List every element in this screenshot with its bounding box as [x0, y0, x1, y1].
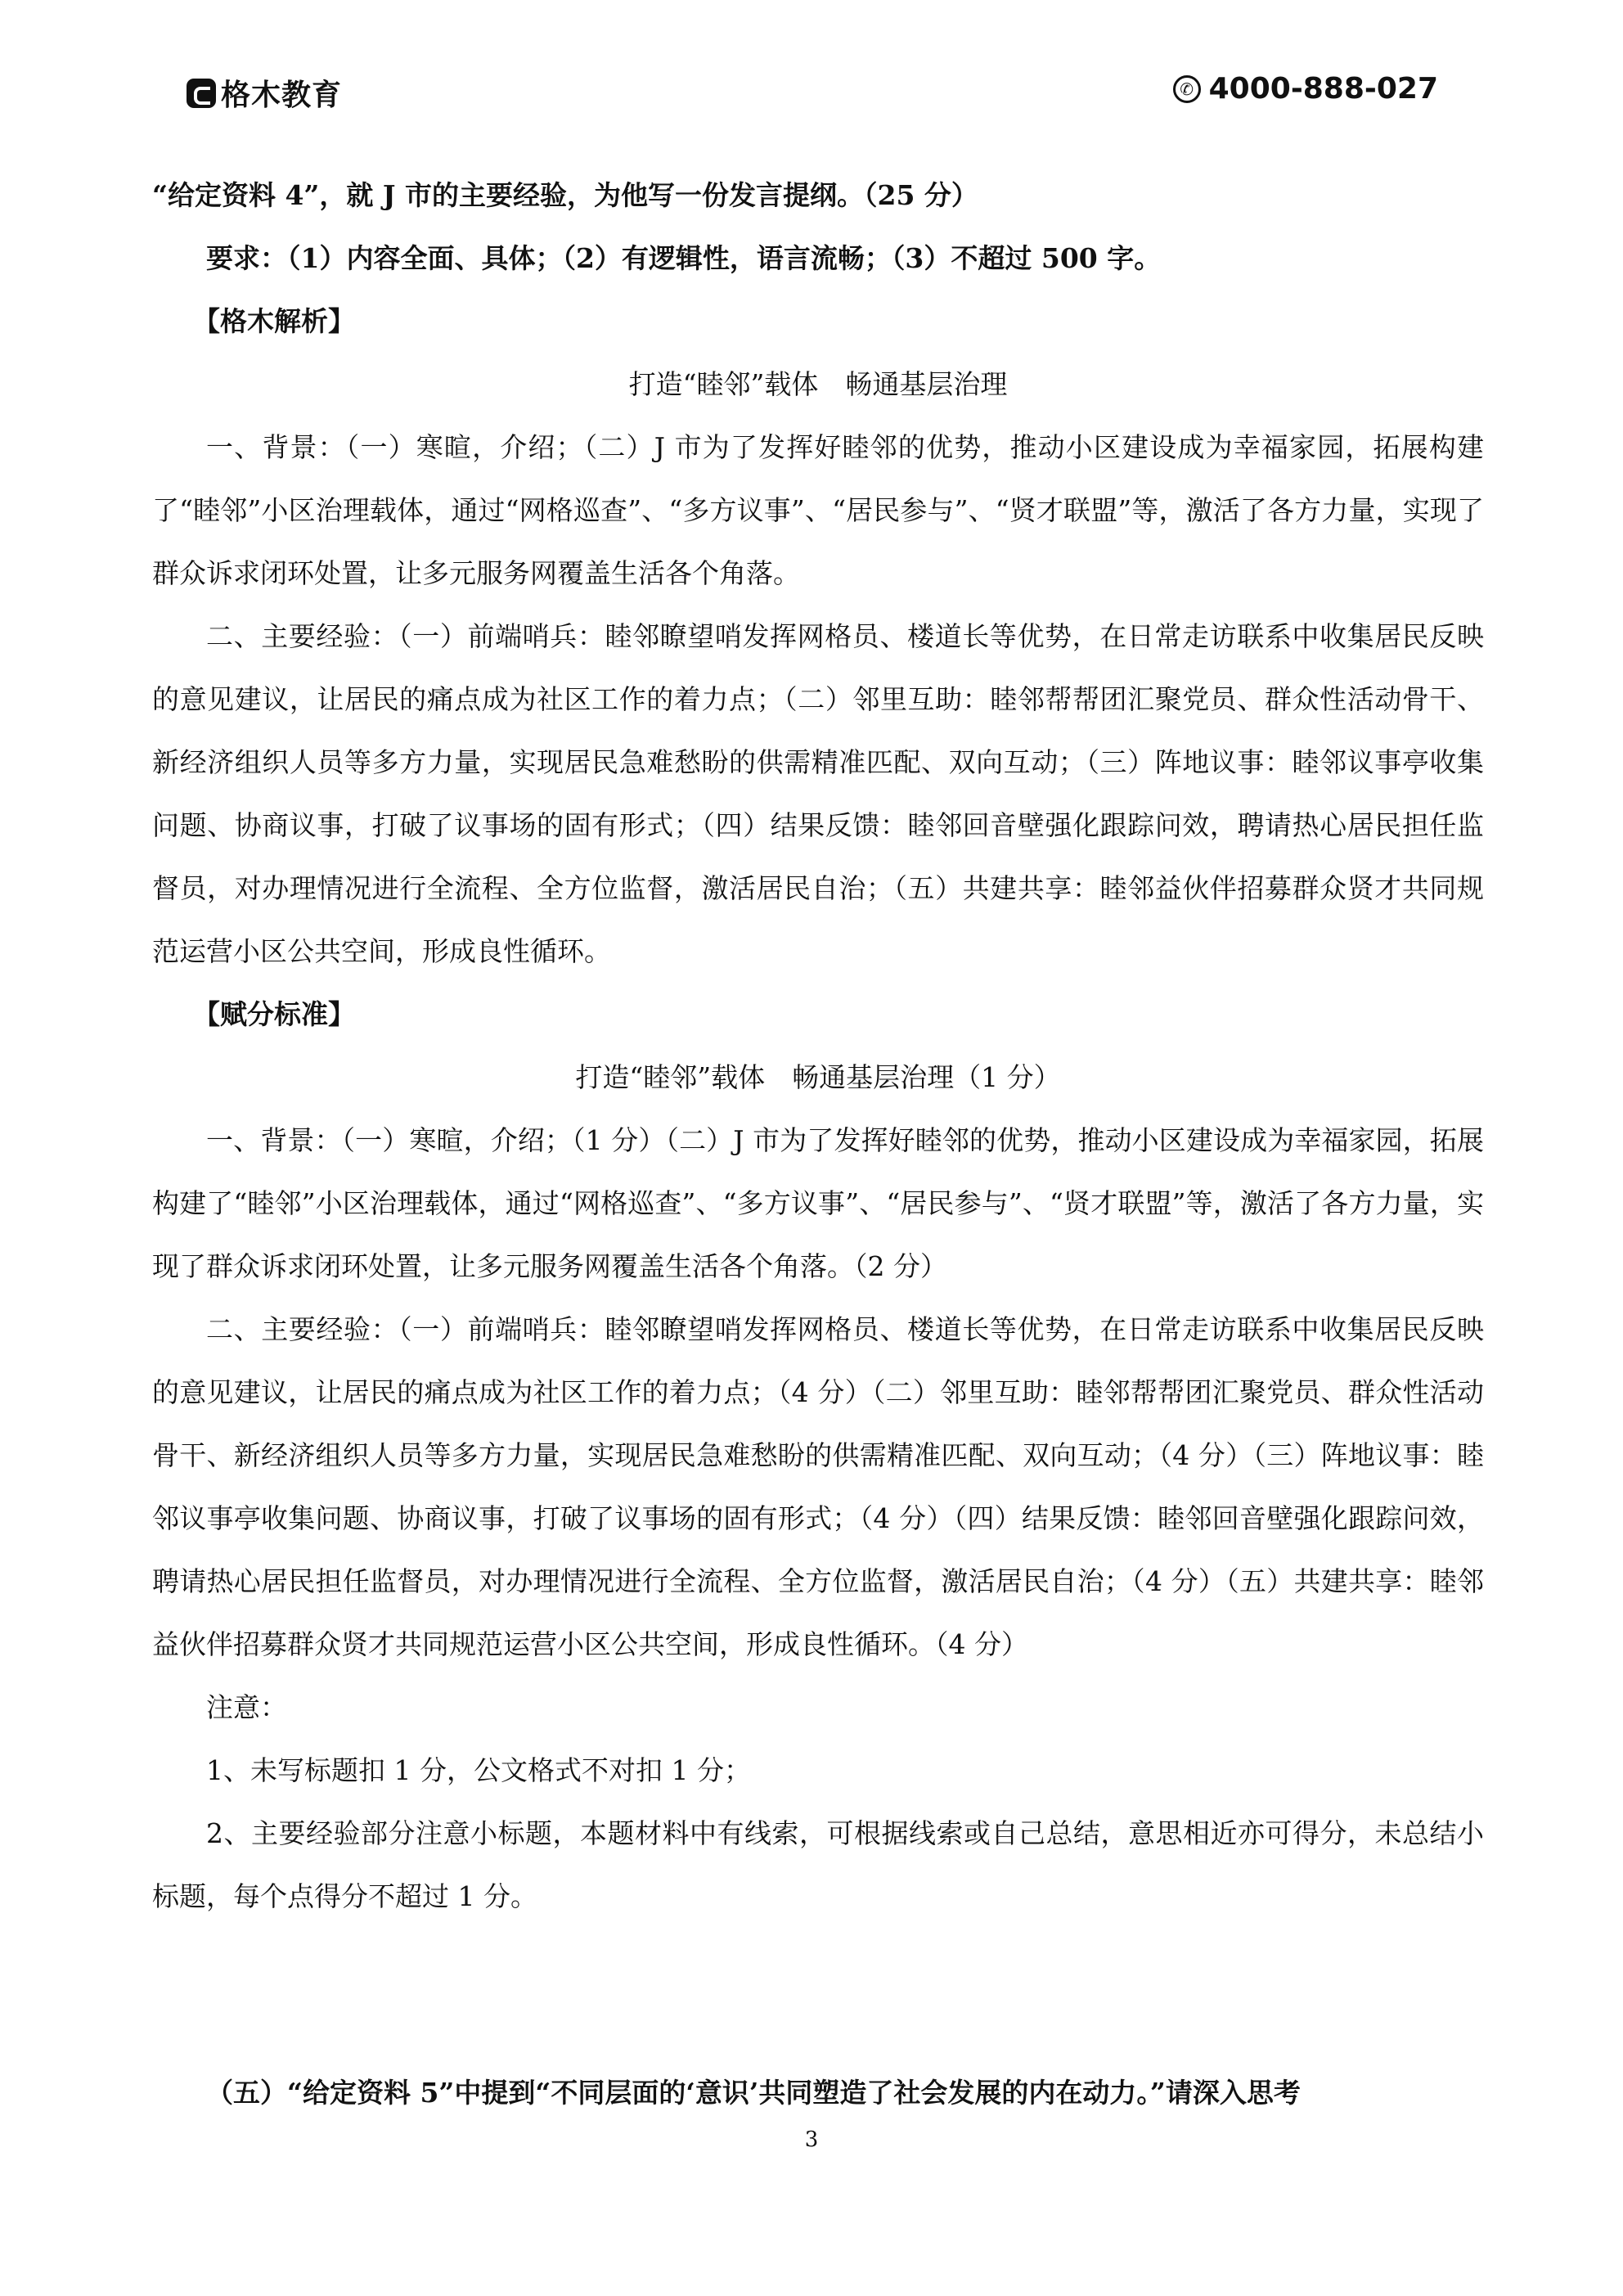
- note-label: 注意：: [206, 1691, 287, 1723]
- brand-logo: [187, 72, 342, 114]
- hotline: [1173, 72, 1438, 106]
- analysis-experience: 二、主要经验：（一）前端哨兵：睦邻瞭望哨发挥网格员、楼道长等优势，在日常走访联系中收集居民反映的意见建议，让居民的痛点成为社区工作的着力点；（二）邻里互助：睦邻帮帮团汇聚党员、群众性活动骨干、新经济组织人员等多方力量，实现居民急难愁盼的供需精准匹配、双向互动；（三）阵地议事：睦邻议事亭收集问题、协商议事，打破了议事场的固有形式；（四）结果反馈：睦邻回音壁强化跟踪问效，聘请热心居民担任监督员，对办理情况进行全流程、全方位监督，激活居民自治；（五）共建共享：睦邻益伙伴招募群众贤才共同规范运营小区公共空间，形成良性循环。: [152, 620, 1484, 967]
- note-item-2: 2、主要经验部分注意小标题，本题材料中有线索，可根据线索或自己总结，意思相近亦可得分，未总结小标题，每个点得分不超过 1 分。: [152, 1817, 1484, 1912]
- e-logo-icon: [187, 79, 216, 108]
- analysis-heading: 【格木解析】: [193, 305, 355, 337]
- document-body: [152, 164, 1484, 1928]
- scoring-experience: 二、主要经验：（一）前端哨兵：睦邻瞭望哨发挥网格员、楼道长等优势，在日常走访联系中收集居民反映的意见建议，让居民的痛点成为社区工作的着力点；（4 分）（二）邻里互助：睦邻帮帮团汇聚党员、群众性活动骨干、新经济组织人员等多方力量，实现居民急难愁盼的供需精准匹配、双向互动；（4 分）（三）阵地议事：睦邻议事亭收集问题、协商议事，打破了议事场的固有形式；（4 分）（四）结果反馈：睦邻回音壁强化跟踪问效，聘请热心居民担任监督员，对办理情况进行全流程、全方位监督，激活居民自治；（4 分）（五）共建共享：睦邻益伙伴招募群众贤才共同规范运营小区公共空间，形成良性循环。（4 分）: [152, 1313, 1484, 1660]
- phone-number: 4000-888-027: [1208, 72, 1438, 106]
- scoring-heading: 【赋分标准】: [193, 998, 355, 1030]
- analysis-background: 一、背景：（一）寒暄，介绍；（二）J 市为了发挥好睦邻的优势，推动小区建设成为幸福家园，拓展构建了“睦邻”小区治理载体，通过“网格巡查”、“多方议事”、“居民参与”、“贤才联盟”等，激活了各方力量，实现了群众诉求闭环处置，让多元服务网覆盖生活各个角落。: [152, 431, 1484, 589]
- question-requirements: 要求：（1）内容全面、具体；（2）有逻辑性，语言流畅；（3）不超过 500 字。: [206, 242, 1162, 274]
- brand-name: 格木教育: [221, 79, 343, 112]
- page-number: 3: [804, 2127, 819, 2152]
- page-header: [187, 72, 1438, 121]
- analysis-title: 打造“睦邻”载体 畅通基层治理: [628, 368, 1008, 400]
- question-text: “给定资料 4”，就 J 市的主要经验，为他写一份发言提纲。（25 分）: [152, 179, 978, 211]
- phone-icon: ✆: [1173, 75, 1201, 103]
- next-question: （五）“给定资料 5”中提到“不同层面的‘意识’共同塑造了社会发展的内在动力。”请深入思考: [206, 2077, 1301, 2109]
- scoring-title: 打造“睦邻”载体 畅通基层治理（1 分）: [575, 1061, 1061, 1093]
- scoring-background: 一、背景：（一）寒暄，介绍；（1 分）（二）J 市为了发挥好睦邻的优势，推动小区建设成为幸福家园，拓展构建了“睦邻”小区治理载体，通过“网格巡查”、“多方议事”、“居民参与”、“贤才联盟”等，激活了各方力量，实现了群众诉求闭环处置，让多元服务网覆盖生活各个角落。（2 分）: [152, 1124, 1484, 1282]
- note-item-1: 1、未写标题扣 1 分，公文格式不对扣 1 分；: [206, 1754, 751, 1786]
